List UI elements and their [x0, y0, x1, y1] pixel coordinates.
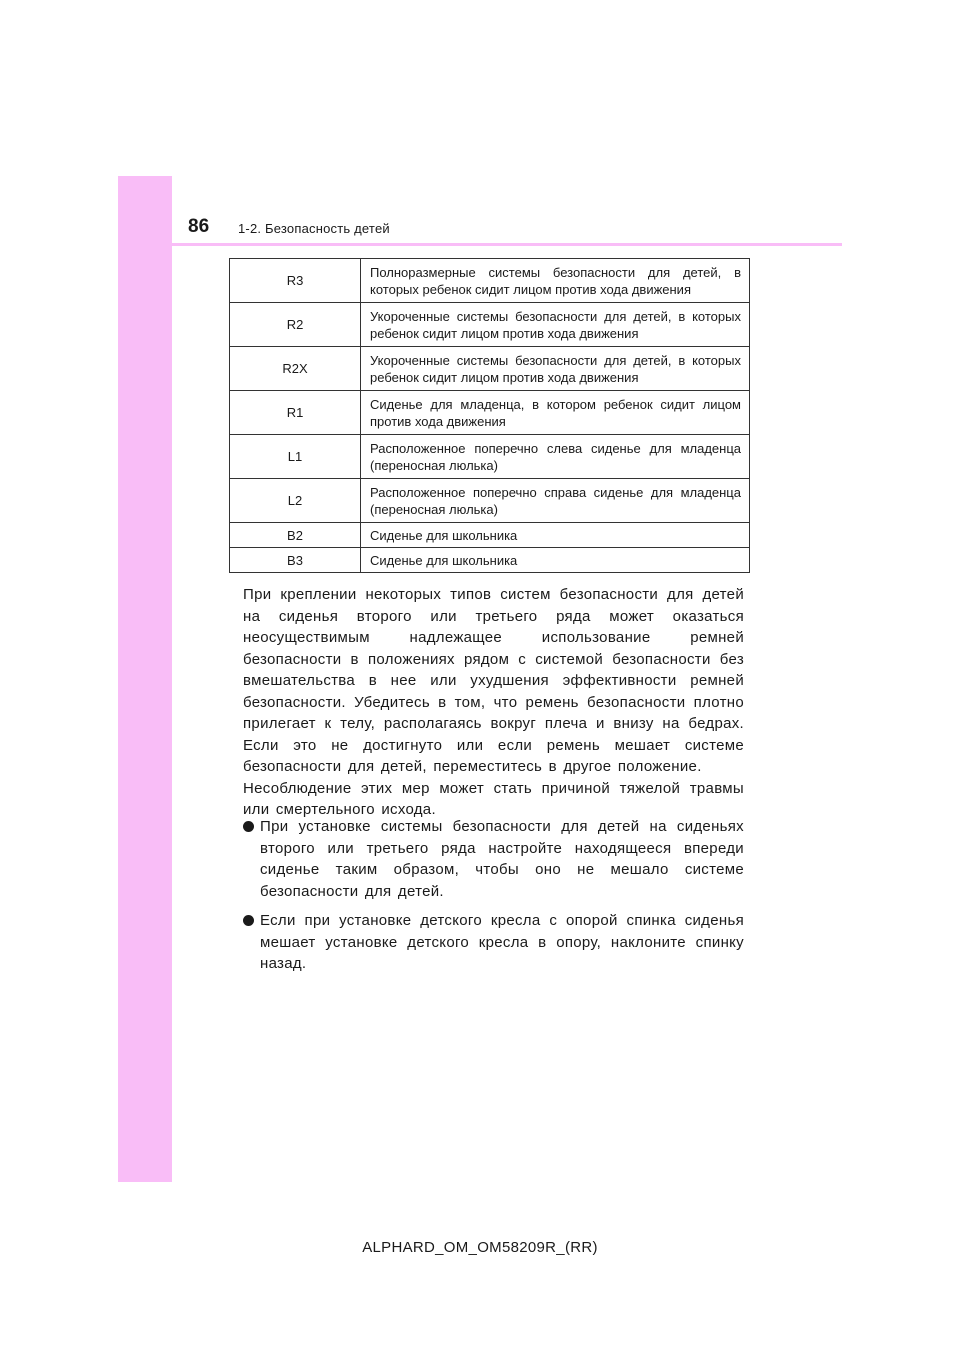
bullet-item	[243, 816, 744, 902]
body-paragraph: При креплении некоторых типов систем безопасности для детей на сиденья второго или третьего ряда может оказаться неосуществимым надлежащее использование ремней безопасности в положениях рядом с системой безопасности без вмешательства в нее или ухудшения эффективности ремней безопасности. Убедитесь в том, что ремень безопасности плотно прилегает к телу, располагаясь вокруг плеча и внизу на бедрах. Если это не достигнуто или если ремень мешает системе безопасности для детей, переместитесь в другое положение.	[243, 586, 744, 775]
bullet-dot-icon	[243, 915, 254, 926]
category-description: Укороченные системы безопасности для детей, в которых ребенок сидит лицом против хода движения	[361, 303, 750, 347]
category-code: B2	[230, 523, 361, 548]
table-row	[230, 548, 750, 573]
category-code: R2X	[230, 347, 361, 391]
child-restraint-category-table	[229, 258, 750, 573]
body-paragraph: Несоблюдение этих мер может стать причиной тяжелой травмы или смертельного исхода.	[243, 779, 744, 818]
category-description: Укороченные системы безопасности для детей, в которых ребенок сидит лицом против хода движения	[361, 347, 750, 391]
page-number: 86	[188, 216, 210, 237]
category-description: Расположенное поперечно справа сиденье для младенца (переносная люлька)	[361, 479, 750, 523]
table-row	[230, 523, 750, 548]
section-title: 1-2. Безопасность детей	[238, 221, 390, 236]
bullet-list	[243, 816, 744, 983]
bullet-item	[243, 910, 744, 975]
bullet-dot-icon	[243, 821, 254, 832]
category-description: Сиденье для младенца, в котором ребенок сидит лицом против хода движения	[361, 391, 750, 435]
table-row	[230, 479, 750, 523]
category-code: L1	[230, 435, 361, 479]
category-code: L2	[230, 479, 361, 523]
table-row	[230, 347, 750, 391]
category-code: R3	[230, 259, 361, 303]
category-description: Сиденье для школьника	[361, 523, 750, 548]
category-description: Полноразмерные системы безопасности для детей, в которых ребенок сидит лицом против хода движения	[361, 259, 750, 303]
category-code: R2	[230, 303, 361, 347]
bullet-text: При установке системы безопасности для детей на сиденьях второго или третьего ряда настройте находящееся впереди сиденье таким образом, чтобы оно не мешало системе безопасности для детей.	[260, 818, 744, 900]
category-code: R1	[230, 391, 361, 435]
table-row	[230, 259, 750, 303]
bullet-text: Если при установке детского кресла с опорой спинка сиденья мешает установке детского кресла в опору, наклоните спинку назад.	[260, 912, 744, 972]
footer-document-id: ALPHARD_OM_OM58209R_(RR)	[362, 1239, 598, 1256]
category-description: Сиденье для школьника	[361, 548, 750, 573]
table-row	[230, 303, 750, 347]
category-description: Расположенное поперечно слева сиденье для младенца (переносная люлька)	[361, 435, 750, 479]
table-row	[230, 435, 750, 479]
warning-body	[243, 584, 744, 821]
category-code: B3	[230, 548, 361, 573]
table-row	[230, 391, 750, 435]
side-color-band	[118, 176, 172, 1182]
header-rule	[118, 243, 842, 246]
